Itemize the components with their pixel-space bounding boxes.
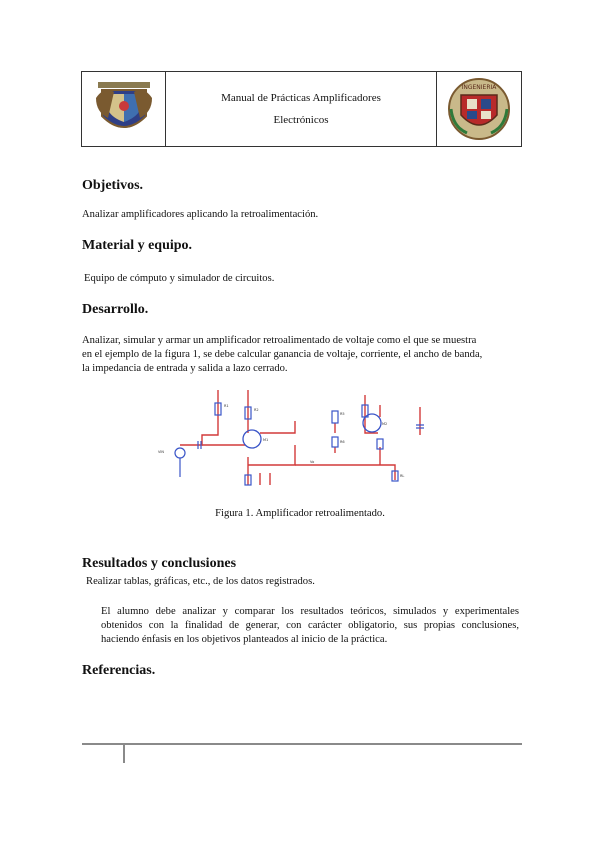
header-title-line1: Manual de Prácticas Amplificadores [221, 92, 381, 104]
resultados-line2: obtenidos con la finalidad de generar, con carácter obligatorio, sus propias conclusiones, [101, 620, 519, 631]
footer-tick [123, 743, 125, 763]
svg-text:R5: R5 [340, 412, 345, 416]
svg-text:M2: M2 [382, 422, 388, 426]
objetivos-text: Analizar amplificadores aplicando la retroalimentación. [82, 209, 319, 220]
resultados-line3: haciendo énfasis en los objetivos planteados al inicio de la práctica. [101, 634, 388, 645]
right-logo-cell [437, 72, 521, 146]
figure-caption: Figura 1. Amplificador retroalimentado. [215, 508, 385, 519]
desarrollo-line2: en el ejemplo de la figura 1, se debe calcular ganancia de voltaje, corriente, el ancho de banda, [82, 349, 483, 360]
resultados-text: Realizar tablas, gráficas, etc., de los datos registrados. [86, 576, 315, 587]
header-table [81, 71, 522, 147]
svg-text:M1: M1 [263, 438, 269, 442]
svg-text:Vo: Vo [310, 460, 315, 464]
desarrollo-line1: Analizar, simular y armar un amplificador retroalimentado de voltaje como el que se muestra [82, 335, 477, 346]
amplifier-circuit-diagram [150, 385, 450, 500]
svg-text:R2: R2 [254, 408, 259, 412]
unam-crest-logo [94, 78, 154, 140]
resultados-line1: El alumno debe analizar y comparar los resultados teóricos, simulados y experimentales [101, 606, 519, 617]
material-heading: Material y equipo. [82, 238, 193, 253]
left-logo-cell [82, 72, 166, 146]
objetivos-heading: Objetivos. [82, 178, 144, 193]
header-title-line2: Electrónicos [273, 114, 329, 126]
referencias-heading: Referencias. [82, 663, 156, 678]
svg-text:INGENIERIA: INGENIERIA [461, 84, 497, 91]
desarrollo-line3: la impedancia de entrada y salida a lazo cerrado. [82, 363, 288, 374]
ingenieria-crest-logo [447, 77, 511, 141]
svg-text:R1: R1 [224, 404, 229, 408]
footer-rule [82, 743, 522, 745]
material-text: Equipo de cómputo y simulador de circuitos. [84, 273, 275, 284]
svg-text:R6: R6 [340, 440, 345, 444]
resultados-heading: Resultados y conclusiones [82, 556, 237, 571]
desarrollo-heading: Desarrollo. [82, 302, 149, 317]
svg-text:RL: RL [400, 474, 405, 478]
header-title-cell [166, 72, 437, 146]
svg-text:VIN: VIN [158, 450, 165, 454]
